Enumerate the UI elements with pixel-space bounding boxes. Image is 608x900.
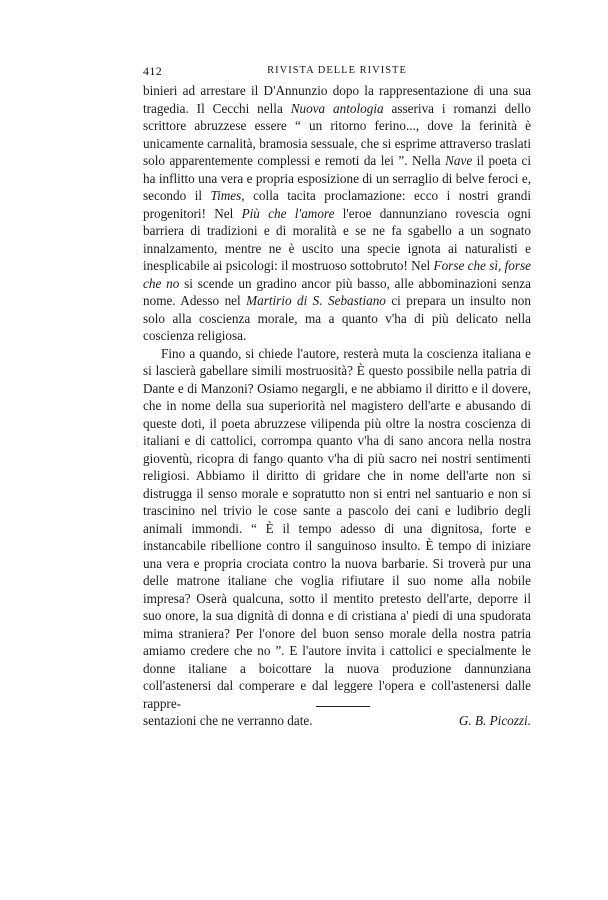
p1-text-6: si scende un gradino ancor più basso, alle abbominazioni senza nome. Adesso nel: [143, 275, 531, 308]
page-number: 412: [143, 64, 163, 78]
p1-title-piu-che-lamore: Più che l'amore: [241, 205, 335, 221]
paragraph-2-last-line: sentazioni che ne verranno date.: [143, 713, 313, 728]
p1-text-5: l'eroe dannunziano rovescia ogni barriera di tradizioni e di moralità e se ne fa sgabello a un sognato innalzamento, mentre ne è uscito una specie ignota ai naturalisti e inesplicabile ai psicologi: il mostruoso sottobruto! Nel: [143, 205, 531, 273]
p1-title-martirio: Martirio di S. Sebastiano: [246, 293, 386, 308]
paragraph-1: [143, 82, 531, 345]
p1-text-4: colla tacita proclamazione: ecco i nostri grandi progenitori! Nel: [143, 188, 531, 221]
paragraph-2: Fino a quando, si chiede l'autore, resterà muta la coscienza italiana e si lascierà gabellare simili mostruosità? È questo possibile nella patria di Dante e di Manzoni? Osiamo negargli, e ne abbiamo il diritto e il dovere, che in nome della sua superiorità nel magistero dell'arte e abusando di queste doti, il poeta abruzzese vilipenda più oltre la nostra coscienza di italiani e di cattolici, corrompa quanto v'ha di sano ancora nella nostra gioventù, ricopra di fango quanto v'ha di più sacro nei nostri sentimenti religiosi. Abbiamo il diritto di gridare che in nome dell'arte non si distrugga il senso morale e sopratutto non si entri nel santuario e non si trascinino nel trivio le cose sante a pascolo dei cani e ludibrio degli animali immondi. “ È il tempo adesso di una dignitosa, forte e instancabile ribellione contro il sanguinoso insulto. È tempo di iniziare una vera e propria crociata contro la nuova barbarie. Si troverà pur una delle matrone italiane che voglia rifiutare il suo nome alla nobile impresa? Oserà qualcuna, sotto il mentito pretesto dell'arte, deporre il suo onore, la sua dignità di donna e di cristiana a' piedi di una spudorata mima straniera? Per l'onore del buon senso morale della nostra patria amiamo credere che no ”. E l'autore invita i cattolici e specialmente le donne italiane a boicottare la nuova produzione dannunziana coll'astenersi dal comperare e dal leggere l'opera e coll'astenersi dalle rappre-: [143, 345, 531, 711]
p1-title-times: Times,: [210, 188, 245, 203]
running-title: RIVISTA DELLE RIVISTE: [267, 65, 407, 76]
section-divider: [316, 706, 370, 707]
article-body: [143, 82, 531, 730]
p1-title-forse-che-si: Forse che sì, forse che no: [143, 258, 531, 291]
page-header: [143, 60, 531, 82]
author-signature: G. B. Picozzi.: [458, 713, 531, 728]
p1-text-3: il poeta ci ha inflitto una vera e propria esposizione di un serraglio di belve feroci e, secondo il: [143, 153, 532, 203]
p1-text-1: binieri ad arrestare il D'Annunzio dopo la rappresentazione di una sua tragedia. Il Cecchi nella: [143, 83, 531, 116]
p1-text-7: ci prepara un insulto non solo alla coscienza morale, ma a quanto v'ha di più delicato nella coscienza religiosa.: [143, 293, 531, 343]
page: [143, 60, 531, 730]
p1-text-2: asseriva i romanzi dello scrittore abruzzese essere “ un ritorno ferino..., dove la ferinità è unicamente carnalità, bramosia sessuale, che si esprime attraverso traslati solo apparentemente complessi e remoti da lei ”. Nella: [143, 100, 531, 168]
p1-title-nuova-antologia: Nuova antologia: [290, 100, 384, 116]
closing-line: [143, 712, 531, 730]
p1-title-nave: Nave: [445, 153, 473, 168]
